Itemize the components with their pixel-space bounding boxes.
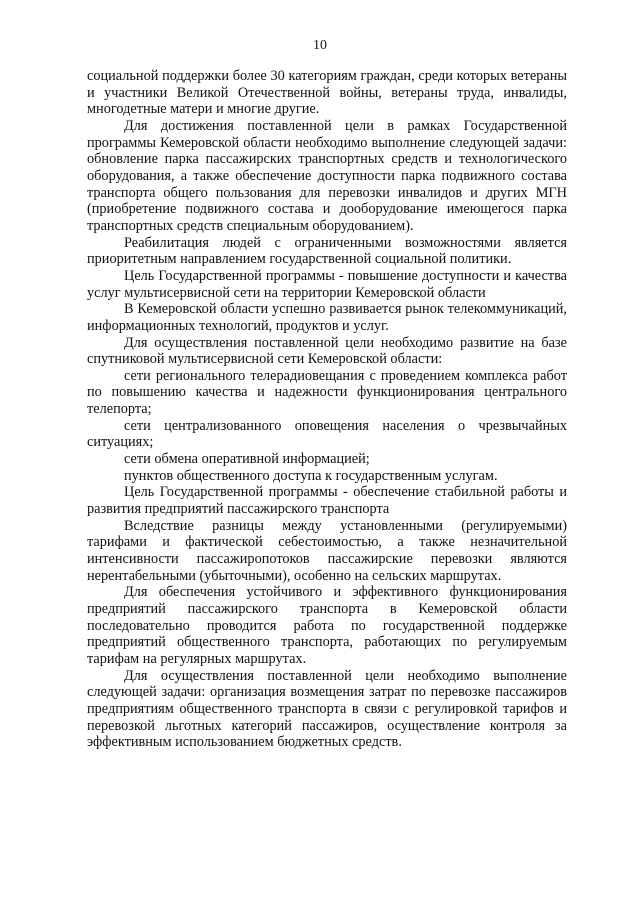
paragraph-5: В Кемеровской области успешно развивается рынок телекоммуникаций, информационных технологий, продуктов и услуг. [87,301,567,334]
paragraph-3: Реабилитация людей с ограниченными возможностями является приоритетным направлением государственной социальной политики. [87,234,567,268]
paragraph-7: Цель Государственной программы - обеспечение стабильной работы и развития предприятий пассажирского транспорта [87,484,567,518]
paragraph-10: Для осуществления поставленной цели необходимо выполнение следующей задачи: организация возмещения затрат по перевозке пассажиров предприятиям общественного транспорта в связи с регулировкой тарифов и перевозкой льготных категорий пассажиров, осуществление контроля за эффективным использованием бюджетных средств. [87,667,567,751]
paragraph-6: Для осуществления поставленной цели необходимо развитие на базе спутниковой мультисервисной сети Кемеровской области: [87,334,567,368]
list-item-4: пунктов общественного доступа к государственным услугам. [124,467,498,484]
document-body [87,68,567,751]
list-item-2: сети централизованного оповещения населения о чрезвычайных ситуациях; [87,417,567,451]
list-item-1: сети регионального телерадиовещания с проведением комплекса работ по повышению качества и надежности функционирования центрального телепорта; [87,367,567,418]
page-number: 10 [313,38,327,53]
paragraph-2: Для достижения поставленной цели в рамках Государственной программы Кемеровской области необходимо выполнение следующей задачи: обновление парка пассажирских транспортных средств и технологического оборудования, а также обеспечение доступности парка подвижного состава транспорта общего пользования для перевозки инвалидов и других МГН (приобретение подвижного состава и дооборудование имеющегося парка транспортных средств специальным оборудованием). [87,117,567,234]
paragraph-4: Цель Государственной программы - повышение доступности и качества услуг мультисервисной сети на территории Кемеровской области [87,267,567,301]
paragraph-8: Вследствие разницы между установленными (регулируемыми) тарифами и фактической себестоимостью, а также незначительной интенсивности пассажиропотоков пассажирские перевозки являются нерентабельными (убыточными), особенно на сельских маршрутах. [87,517,567,584]
list-item-3: сети обмена оперативной информацией; [124,451,370,468]
paragraph-9: Для обеспечения устойчивого и эффективного функционирования предприятий пассажирского транспорта в Кемеровской области последовательно проводится работа по государственной поддержке предприятий общественного транспорта, работающих по регулируемым тарифам на регулярных маршрутах. [87,584,567,667]
paragraph-1: социальной поддержки более 30 категориям граждан, среди которых ветераны и участники Великой Отечественной войны, ветераны труда, инвалиды, многодетные матери и многие другие. [87,68,567,118]
